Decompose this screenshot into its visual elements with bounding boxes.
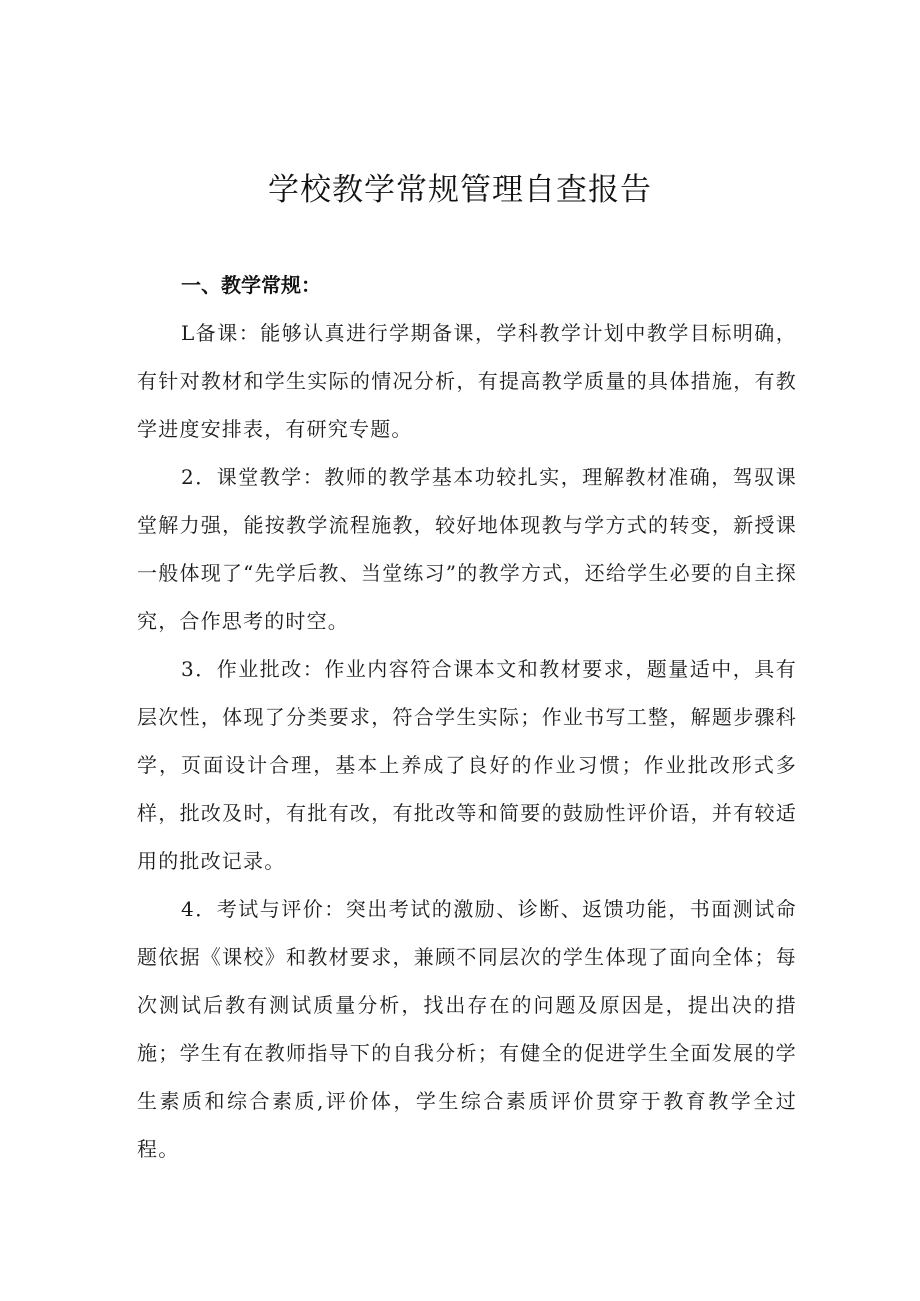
document-title: 学校教学常规管理自查报告 xyxy=(268,172,652,208)
paragraph-homework-correction: 3．作业批改：作业内容符合课本文和教材要求，题量适中，具有层次性，体现了分类要求，符合学生实际；作业书写工整，解题步骤科学，页面设计合理，基本上养成了良好的作业习惯；作业批改形式多样，批改及时，有批有改，有批改等和简要的鼓励性评价语，并有较适用的批改记录。 xyxy=(137,657,797,873)
document-body xyxy=(137,261,797,1173)
paragraph-lesson-preparation: L备课：能够认真进行学期备课，学科教学计划中教学目标明确，有针对教材和学生实际的情况分析，有提高教学质量的具体措施，有教学进度安排表，有研究专题。 xyxy=(137,321,797,441)
paragraph-classroom-teaching: 2．课堂教学：教师的教学基本功较扎实，理解教材准确，驾驭课堂解力强，能按教学流程施教，较好地体现教与学方式的转变，新授课一般体现了“先学后教、当堂练习”的教学方式，还给学生必要的自主探究，合作思考的时空。 xyxy=(137,465,797,633)
paragraph-exam-evaluation: 4．考试与评价：突出考试的激励、诊断、返馈功能，书面测试命题依据《课校》和教材要求，兼顾不同层次的学生体现了面向全体；每次测试后教有测试质量分析，找出存在的问题及原因是，提出决的措施；学生有在教师指导下的自我分析；有健全的促进学生全面发展的学生素质和综合素质,评价体，学生综合素质评价贯穿于教育教学全过程。 xyxy=(137,897,797,1161)
section-heading-teaching-routine: 一、教学常规： xyxy=(181,273,321,297)
